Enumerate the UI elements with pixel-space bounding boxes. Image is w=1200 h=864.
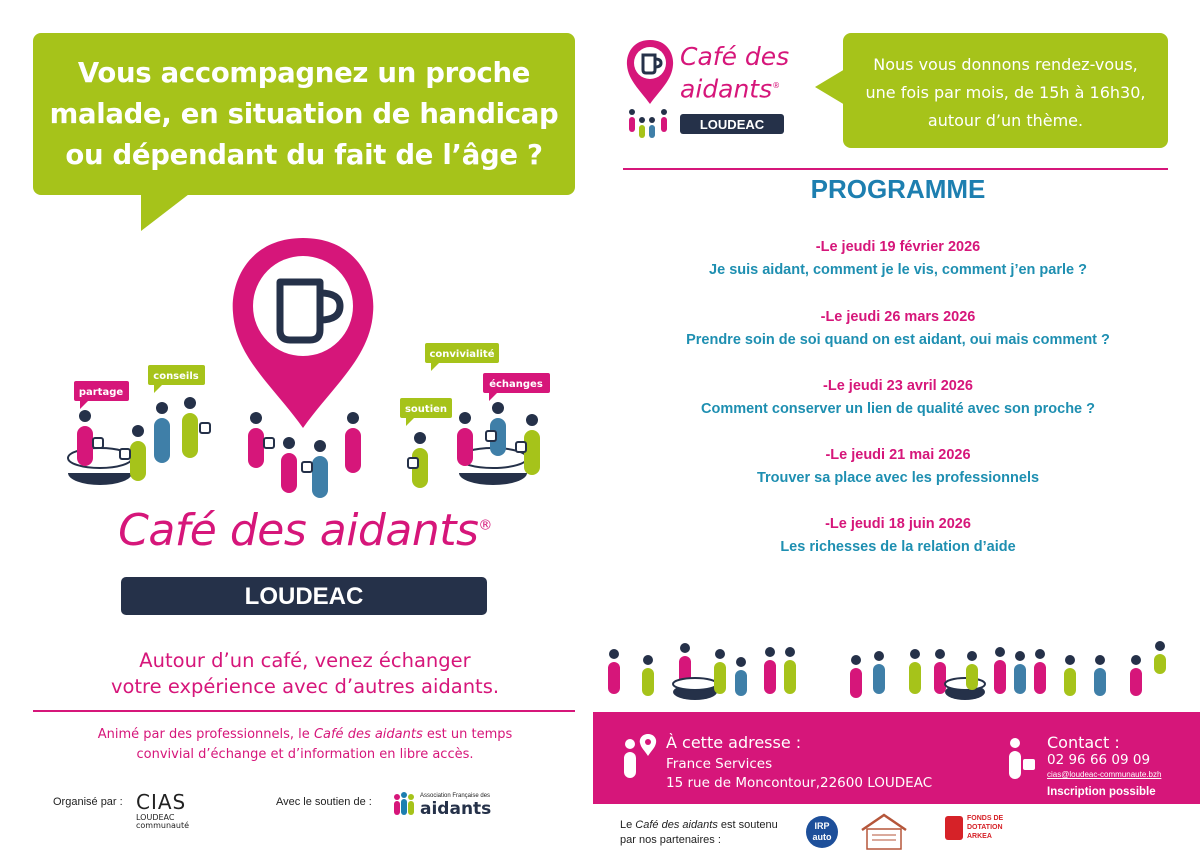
loudeac-banner: LOUDEAC — [121, 577, 487, 615]
event-date: -Le jeudi 19 février 2026 — [815, 239, 981, 255]
small-logo-pin — [620, 40, 682, 140]
event-item — [623, 236, 1173, 282]
arkea-mark-icon — [945, 816, 963, 840]
people-icon — [392, 791, 416, 821]
registration-note: Inscription possible — [1047, 786, 1156, 798]
contact-phone: 02 96 66 09 09 — [1047, 752, 1151, 768]
programme-title: PROGRAMME — [810, 174, 986, 204]
event-theme: Comment conserver un lien de qualité avec son proche ? — [700, 401, 1096, 417]
people-strip-illustration — [600, 638, 1180, 702]
tag-soutien — [400, 398, 452, 426]
description-text: Animé par des professionnels, le Café des aidants est un temps convivial d’échange et d’information en libre accès. — [97, 727, 513, 762]
person-cup-icon — [1005, 735, 1043, 783]
rendezvous-bubble — [843, 33, 1168, 148]
tag-convivialite — [425, 343, 499, 371]
address-place: France Services — [666, 756, 773, 772]
event-date: -Le jeudi 23 avril 2026 — [823, 378, 973, 394]
afa-logo: Association Française des aidants — [392, 791, 491, 821]
tag-echanges — [483, 373, 550, 401]
event-date: -Le jeudi 21 mai 2026 — [825, 447, 971, 463]
house-logo — [858, 812, 910, 852]
svg-text:partage: partage — [78, 387, 124, 398]
event-theme: Les richesses de la relation d’aide — [780, 539, 1016, 555]
svg-text:convivialité: convivialité — [429, 349, 495, 360]
event-theme: Prendre soin de soi quand on est aidant, oui mais comment ? — [686, 332, 1110, 348]
organise-label: Organisé par : — [53, 796, 123, 808]
soutien-label: Avec le soutien de : — [276, 796, 372, 808]
headline-bubble — [33, 33, 575, 195]
headline: Vous accompagnez un proche malade, en situation de handicap ou dépendant du fait de l’âge ? — [49, 57, 559, 171]
svg-text:échanges: échanges — [489, 379, 543, 390]
event-theme: Je suis aidant, comment je le vis, comment j’en parle ? — [709, 262, 1087, 278]
cafe-des-aidants-title: Café des aidants® — [118, 505, 492, 556]
tag-partage — [74, 381, 129, 409]
event-date: -Le jeudi 26 mars 2026 — [820, 309, 976, 325]
bubble-tail — [815, 69, 845, 105]
address-street: 15 rue de Moncontour,22600 LOUDEAC — [666, 775, 933, 791]
event-item — [623, 513, 1173, 559]
divider-left — [33, 710, 575, 712]
loudeac-small-banner: LOUDEAC — [680, 114, 784, 134]
cafe-illustration — [60, 238, 560, 498]
small-logo-title: Café des aidants® — [680, 42, 790, 104]
address-heading: À cette adresse : — [666, 733, 802, 752]
event-item — [623, 375, 1173, 421]
irp-auto-logo: IRP auto — [806, 816, 838, 848]
cias-logo: CIAS LOUDEAC communauté — [136, 790, 190, 830]
map-pin-icon — [233, 238, 374, 428]
svg-text:conseils: conseils — [153, 371, 199, 382]
people-group-left — [68, 397, 210, 485]
svg-text:soutien: soutien — [404, 404, 448, 415]
divider-right — [623, 168, 1168, 170]
contact-email[interactable]: cias@loudeac-communaute.bzh — [1047, 770, 1162, 779]
bubble-tail — [141, 191, 193, 231]
contact-heading: Contact : — [1047, 733, 1120, 752]
event-date: -Le jeudi 18 juin 2026 — [825, 516, 971, 532]
rendezvous-text: Nous vous donnons rendez-vous, une fois par mois, de 15h à 16h30, autour d’un thème. — [865, 55, 1146, 130]
event-theme: Trouver sa place avec les professionnels — [756, 470, 1040, 486]
event-item — [623, 306, 1173, 352]
location-person-icon — [620, 732, 660, 782]
partners-text: Le Café des aidants est soutenu par nos partenaires : — [620, 819, 778, 846]
intro-text: Autour d’un café, venez échanger votre expérience avec d’autres aidants. — [110, 649, 500, 698]
fonds-dotation-logo: FONDS DE DOTATION ARKEA — [945, 814, 1003, 841]
event-item — [623, 444, 1173, 490]
tag-conseils — [148, 365, 205, 393]
